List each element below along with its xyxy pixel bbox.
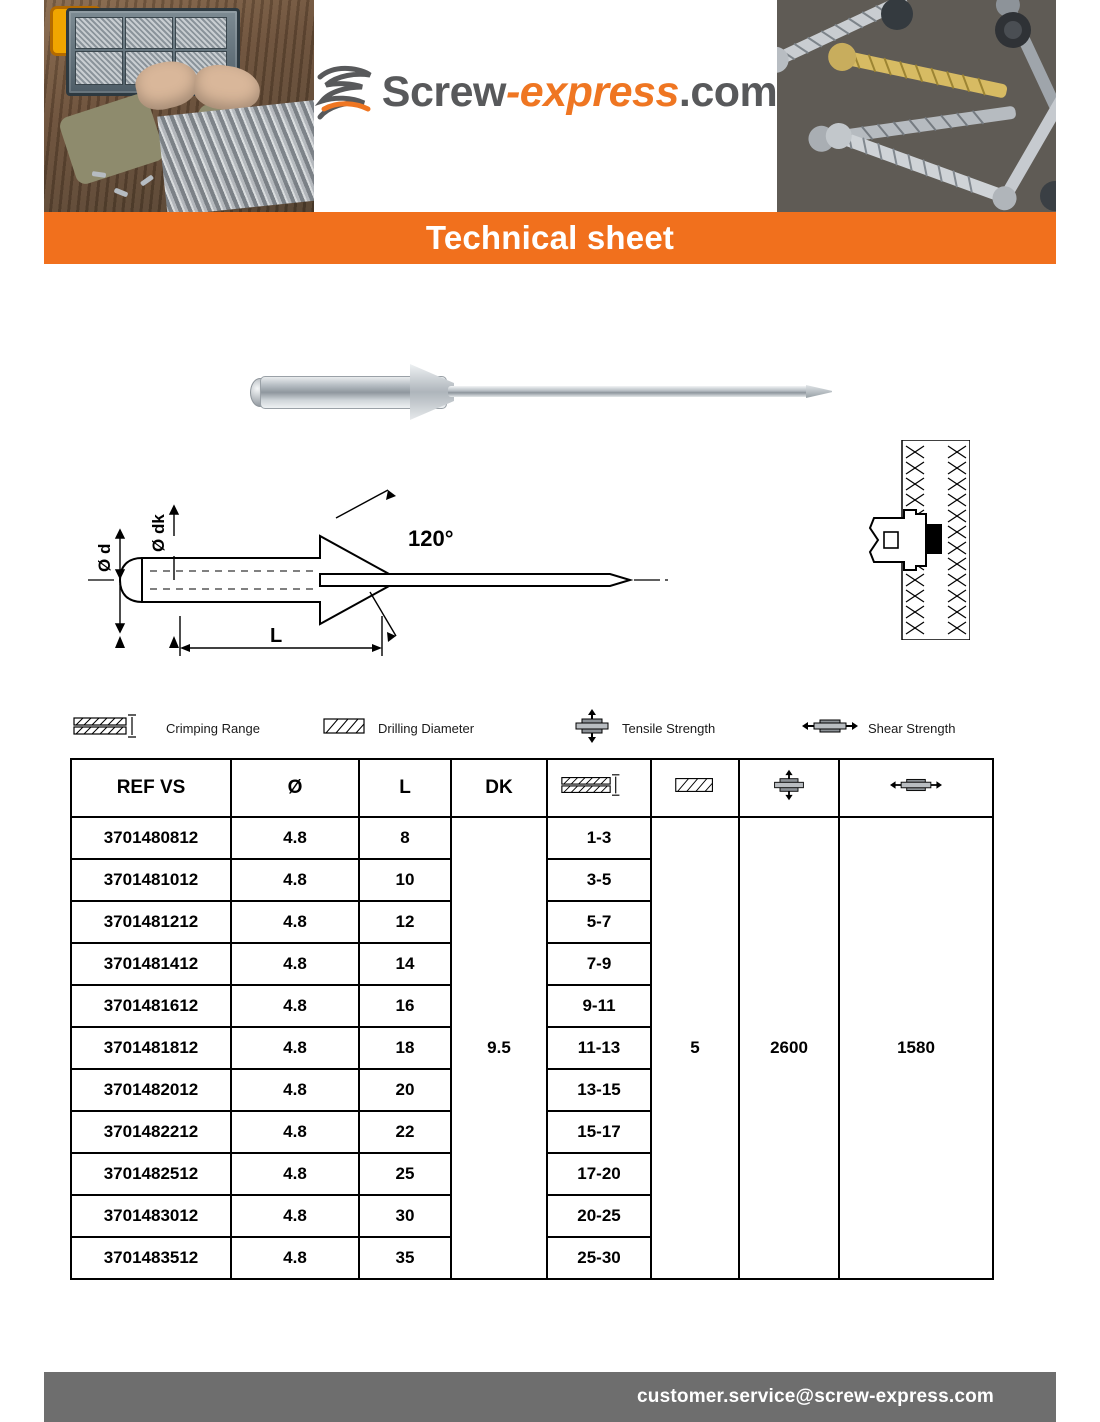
cell-ref: 3701481012 [71,859,231,901]
cell-length: 16 [359,985,451,1027]
header-shear-strength [839,759,993,817]
cell-diameter: 4.8 [231,985,359,1027]
cell-crimping: 11-13 [547,1027,651,1069]
swoosh-logo-icon [314,61,376,123]
cell-ref: 3701481612 [71,985,231,1027]
cell-diameter: 4.8 [231,859,359,901]
cell-crimping: 7-9 [547,943,651,985]
cell-length: 30 [359,1195,451,1237]
header-crimping-range [547,759,651,817]
screws-pile-illustration [777,0,1056,212]
cell-length: 20 [359,1069,451,1111]
logo-text-screw: Screw [381,67,506,116]
label-diameter-d: Ø d [95,543,114,572]
cell-ref: 3701483012 [71,1195,231,1237]
cell-length: 22 [359,1111,451,1153]
cell-crimping: 9-11 [547,985,651,1027]
brand-logo [314,0,777,212]
screws-pile-photo [777,0,1056,212]
legend-label-drilling-diameter: Drilling Diameter [378,720,475,736]
crimping-range-icon [560,783,638,804]
cell-ref: 3701481812 [71,1027,231,1069]
logo-text-domain: .com [678,67,778,116]
tensile-strength-icon [771,785,807,806]
cell-crimping: 3-5 [547,859,651,901]
page-header [44,0,1056,212]
cell-ref: 3701482212 [71,1111,231,1153]
cell-ref: 3701481412 [71,943,231,985]
shear-strength-icon [889,782,943,803]
header-diameter: Ø [231,759,359,817]
rivet-section-view [860,440,970,640]
page-footer [44,1372,1056,1422]
cell-ref: 3701480812 [71,817,231,859]
cell-crimping: 5-7 [547,901,651,943]
cell-ref: 3701482012 [71,1069,231,1111]
drilling-diameter-icon [322,714,368,743]
header-dk: DK [451,759,547,817]
header-tensile-strength [739,759,839,817]
legend-item-shear-strength [802,712,1012,745]
cell-crimping: 20-25 [547,1195,651,1237]
table-header-row [71,759,993,817]
logo-text [382,68,777,117]
cell-diameter: 4.8 [231,1027,359,1069]
rivet-mandrel-stem [448,386,810,397]
cell-length: 18 [359,1027,451,1069]
label-angle: 120° [408,526,454,551]
cell-crimping: 1-3 [547,817,651,859]
header-ref: REF VS [71,759,231,817]
label-diameter-dk: Ø dk [149,514,168,552]
header-length: L [359,759,451,817]
cell-diameter: 4.8 [231,1153,359,1195]
legend-bar [72,706,1012,750]
cell-shear-strength: 1580 [839,817,993,1279]
table-row [71,817,993,859]
cell-length: 35 [359,1237,451,1279]
cell-diameter: 4.8 [231,1195,359,1237]
shear-strength-icon [802,712,858,745]
cell-dk: 9.5 [451,817,547,1279]
tensile-strength-icon [572,709,612,748]
cell-drilling-diameter: 5 [651,817,739,1279]
cell-length: 8 [359,817,451,859]
page-title: Technical sheet [425,219,675,256]
legend-label-crimping-range: Crimping Range [166,720,260,736]
cell-diameter: 4.8 [231,901,359,943]
cell-ref: 3701481212 [71,901,231,943]
legend-label-tensile-strength: Tensile Strength [622,720,716,736]
cell-diameter: 4.8 [231,817,359,859]
rivet-dimension-drawing [70,440,670,690]
label-length: L [270,625,283,647]
cell-length: 10 [359,859,451,901]
crimping-range-icon [72,711,156,746]
drilling-diameter-icon [672,780,718,801]
logo-text-express: -express [505,67,679,116]
cell-diameter: 4.8 [231,1237,359,1279]
cell-crimping: 15-17 [547,1111,651,1153]
header-drilling-diameter [651,759,739,817]
legend-item-crimping-range [72,711,322,746]
cell-crimping: 17-20 [547,1153,651,1195]
technical-sheet-banner [44,212,1056,264]
cell-crimping: 13-15 [547,1069,651,1111]
cell-diameter: 4.8 [231,1111,359,1153]
legend-item-drilling-diameter [322,714,572,743]
workbench-photo [44,0,314,212]
cell-ref: 3701483512 [71,1237,231,1279]
blind-rivet-photo [250,352,830,427]
specification-table [70,758,992,1280]
contact-email[interactable]: customer.service@screw-express.com [637,1386,994,1407]
cell-crimping: 25-30 [547,1237,651,1279]
cell-diameter: 4.8 [231,1069,359,1111]
cell-length: 25 [359,1153,451,1195]
rivet-mandrel-tip [806,385,832,398]
cell-ref: 3701482512 [71,1153,231,1195]
legend-item-tensile-strength [572,709,802,748]
table-body [71,817,993,1279]
legend-label-shear-strength: Shear Strength [868,720,956,736]
cell-tensile-strength: 2600 [739,817,839,1279]
cell-diameter: 4.8 [231,943,359,985]
screws-scatter [157,100,314,212]
cell-length: 14 [359,943,451,985]
cell-length: 12 [359,901,451,943]
